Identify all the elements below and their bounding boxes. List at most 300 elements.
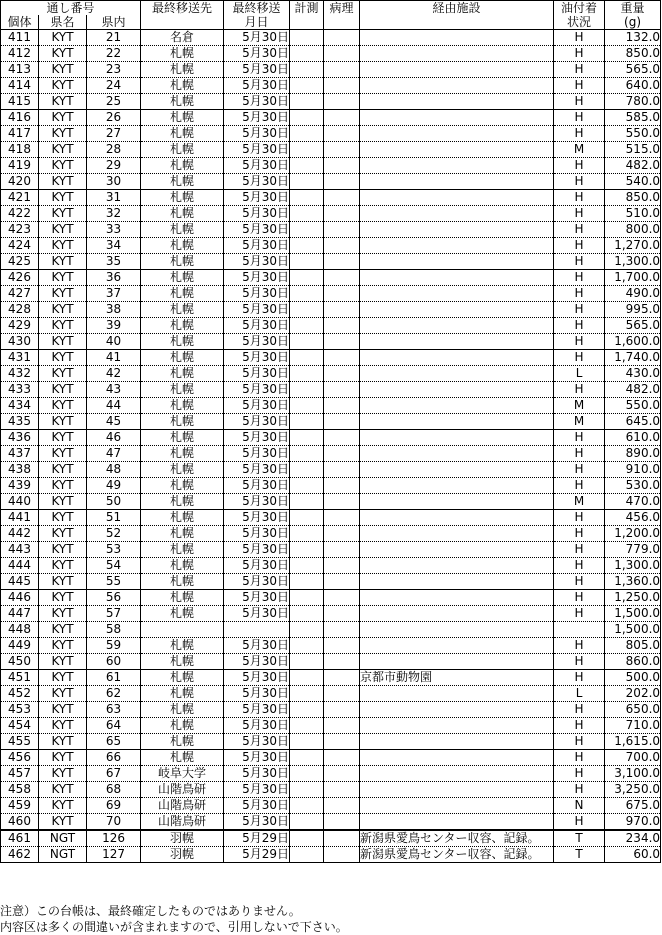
table-row xyxy=(1,126,661,142)
cell-transfer-date: 5月30日 xyxy=(224,254,290,270)
cell-measurement xyxy=(290,766,324,782)
cell-transfer-date: 5月30日 xyxy=(224,686,290,702)
cell-transfer-date: 5月30日 xyxy=(224,270,290,286)
cell-destination: 札幌 xyxy=(141,254,224,270)
cell-destination: 札幌 xyxy=(141,318,224,334)
cell-prefecture: KYT xyxy=(39,606,87,622)
table-row xyxy=(1,302,661,318)
cell-weight: 995.0 xyxy=(605,302,661,318)
cell-weight: 430.0 xyxy=(605,366,661,382)
cell-weight: 675.0 xyxy=(605,798,661,814)
cell-prefecture: KYT xyxy=(39,302,87,318)
cell-weight: 540.0 xyxy=(605,174,661,190)
cell-destination: 羽幌 xyxy=(141,847,224,863)
cell-transfer-date: 5月30日 xyxy=(224,30,290,46)
table-row xyxy=(1,718,661,734)
header-empty-via xyxy=(360,15,554,30)
cell-destination: 札幌 xyxy=(141,526,224,542)
cell-weight: 550.0 xyxy=(605,398,661,414)
cell-measurement xyxy=(290,174,324,190)
cell-individual: 458 xyxy=(1,782,39,798)
cell-individual: 438 xyxy=(1,462,39,478)
table-row xyxy=(1,110,661,126)
cell-prefecture: KYT xyxy=(39,350,87,366)
cell-individual: 446 xyxy=(1,590,39,606)
cell-via-facility xyxy=(360,270,554,286)
cell-destination: 羽幌 xyxy=(141,830,224,847)
cell-destination: 札幌 xyxy=(141,398,224,414)
cell-prefecture: KYT xyxy=(39,334,87,350)
cell-pathology xyxy=(324,158,360,174)
cell-pathology xyxy=(324,542,360,558)
cell-individual: 425 xyxy=(1,254,39,270)
cell-prefecture: KYT xyxy=(39,158,87,174)
cell-pathology xyxy=(324,302,360,318)
cell-via-facility xyxy=(360,414,554,430)
table-row xyxy=(1,847,661,863)
cell-destination: 札幌 xyxy=(141,334,224,350)
table-row xyxy=(1,590,661,606)
cell-in-prefecture: 31 xyxy=(87,190,141,206)
cell-oil-status: H xyxy=(554,782,605,798)
cell-destination: 札幌 xyxy=(141,110,224,126)
table-row xyxy=(1,654,661,670)
cell-weight: 132.0 xyxy=(605,30,661,46)
cell-weight: 910.0 xyxy=(605,462,661,478)
cell-weight: 1,300.0 xyxy=(605,558,661,574)
cell-destination: 札幌 xyxy=(141,414,224,430)
cell-via-facility xyxy=(360,366,554,382)
cell-pathology xyxy=(324,702,360,718)
cell-weight: 640.0 xyxy=(605,78,661,94)
cell-pathology xyxy=(324,206,360,222)
cell-weight: 1,615.0 xyxy=(605,734,661,750)
cell-oil-status: H xyxy=(554,334,605,350)
cell-individual: 413 xyxy=(1,62,39,78)
cell-measurement xyxy=(290,62,324,78)
cell-via-facility xyxy=(360,430,554,446)
cell-measurement xyxy=(290,574,324,590)
cell-in-prefecture: 69 xyxy=(87,798,141,814)
table-row xyxy=(1,158,661,174)
cell-oil-status: H xyxy=(554,190,605,206)
cell-weight: 470.0 xyxy=(605,494,661,510)
cell-in-prefecture: 127 xyxy=(87,847,141,863)
table-row xyxy=(1,78,661,94)
table-row xyxy=(1,494,661,510)
cell-destination: 札幌 xyxy=(141,174,224,190)
table-row xyxy=(1,254,661,270)
cell-individual: 456 xyxy=(1,750,39,766)
cell-in-prefecture: 68 xyxy=(87,782,141,798)
cell-prefecture: KYT xyxy=(39,126,87,142)
cell-transfer-date: 5月30日 xyxy=(224,766,290,782)
cell-oil-status: H xyxy=(554,526,605,542)
cell-weight: 610.0 xyxy=(605,430,661,446)
table-row xyxy=(1,270,661,286)
cell-pathology xyxy=(324,382,360,398)
cell-prefecture: KYT xyxy=(39,398,87,414)
cell-in-prefecture: 37 xyxy=(87,286,141,302)
cell-individual: 414 xyxy=(1,78,39,94)
cell-destination: 札幌 xyxy=(141,446,224,462)
cell-transfer-date: 5月30日 xyxy=(224,654,290,670)
cell-individual: 416 xyxy=(1,110,39,126)
cell-oil-status: H xyxy=(554,94,605,110)
cell-pathology xyxy=(324,270,360,286)
cell-destination: 札幌 xyxy=(141,670,224,686)
cell-weight: 1,500.0 xyxy=(605,606,661,622)
cell-in-prefecture: 43 xyxy=(87,382,141,398)
cell-pathology xyxy=(324,670,360,686)
cell-in-prefecture: 25 xyxy=(87,94,141,110)
table-row xyxy=(1,558,661,574)
cell-in-prefecture: 126 xyxy=(87,830,141,847)
cell-prefecture: KYT xyxy=(39,190,87,206)
cell-oil-status: T xyxy=(554,847,605,863)
cell-weight: 780.0 xyxy=(605,94,661,110)
cell-pathology xyxy=(324,847,360,863)
cell-individual: 445 xyxy=(1,574,39,590)
cell-measurement xyxy=(290,462,324,478)
cell-destination: 札幌 xyxy=(141,238,224,254)
cell-via-facility xyxy=(360,190,554,206)
cell-via-facility xyxy=(360,254,554,270)
cell-via-facility xyxy=(360,558,554,574)
cell-measurement xyxy=(290,222,324,238)
cell-individual: 419 xyxy=(1,158,39,174)
cell-measurement xyxy=(290,478,324,494)
header-empty-dest xyxy=(141,15,224,30)
header-oil-status: 状況 xyxy=(554,15,605,30)
cell-destination: 山階鳥研 xyxy=(141,798,224,814)
cell-transfer-date: 5月30日 xyxy=(224,798,290,814)
cell-individual: 428 xyxy=(1,302,39,318)
cell-transfer-date: 5月30日 xyxy=(224,494,290,510)
cell-transfer-date: 5月30日 xyxy=(224,190,290,206)
cell-destination: 札幌 xyxy=(141,606,224,622)
cell-via-facility xyxy=(360,542,554,558)
cell-oil-status: H xyxy=(554,734,605,750)
cell-oil-status: H xyxy=(554,430,605,446)
cell-transfer-date: 5月30日 xyxy=(224,814,290,831)
cell-measurement xyxy=(290,414,324,430)
cell-in-prefecture: 36 xyxy=(87,270,141,286)
cell-transfer-date: 5月30日 xyxy=(224,446,290,462)
cell-in-prefecture: 28 xyxy=(87,142,141,158)
cell-measurement xyxy=(290,398,324,414)
cell-transfer-date: 5月30日 xyxy=(224,414,290,430)
cell-via-facility xyxy=(360,238,554,254)
cell-prefecture: KYT xyxy=(39,30,87,46)
cell-measurement xyxy=(290,798,324,814)
cell-oil-status: H xyxy=(554,78,605,94)
cell-via-facility xyxy=(360,318,554,334)
table-row xyxy=(1,414,661,430)
cell-weight: 234.0 xyxy=(605,830,661,847)
cell-in-prefecture: 49 xyxy=(87,478,141,494)
cell-weight: 1,200.0 xyxy=(605,526,661,542)
cell-weight: 510.0 xyxy=(605,206,661,222)
cell-prefecture: KYT xyxy=(39,590,87,606)
cell-via-facility xyxy=(360,398,554,414)
cell-transfer-date: 5月30日 xyxy=(224,398,290,414)
cell-weight: 700.0 xyxy=(605,750,661,766)
cell-individual: 442 xyxy=(1,526,39,542)
cell-via-facility xyxy=(360,206,554,222)
cell-individual: 415 xyxy=(1,94,39,110)
cell-in-prefecture: 24 xyxy=(87,78,141,94)
cell-pathology xyxy=(324,142,360,158)
cell-prefecture: KYT xyxy=(39,78,87,94)
cell-measurement xyxy=(290,622,324,638)
cell-via-facility xyxy=(360,686,554,702)
cell-in-prefecture: 40 xyxy=(87,334,141,350)
cell-pathology xyxy=(324,366,360,382)
table-row xyxy=(1,462,661,478)
cell-prefecture: KYT xyxy=(39,174,87,190)
cell-via-facility xyxy=(360,446,554,462)
cell-prefecture: KYT xyxy=(39,270,87,286)
cell-measurement xyxy=(290,302,324,318)
table-row xyxy=(1,478,661,494)
cell-prefecture: KYT xyxy=(39,542,87,558)
cell-prefecture: KYT xyxy=(39,94,87,110)
cell-transfer-date: 5月30日 xyxy=(224,286,290,302)
cell-measurement xyxy=(290,158,324,174)
cell-measurement xyxy=(290,526,324,542)
table-row xyxy=(1,782,661,798)
header-weight: 重量 xyxy=(605,1,661,16)
cell-oil-status: H xyxy=(554,46,605,62)
cell-oil-status: H xyxy=(554,574,605,590)
cell-transfer-date: 5月30日 xyxy=(224,142,290,158)
cell-prefecture: KYT xyxy=(39,318,87,334)
cell-prefecture: KYT xyxy=(39,814,87,831)
table-row xyxy=(1,670,661,686)
cell-transfer-date: 5月30日 xyxy=(224,382,290,398)
cell-weight: 565.0 xyxy=(605,62,661,78)
cell-prefecture: KYT xyxy=(39,718,87,734)
cell-weight: 1,250.0 xyxy=(605,590,661,606)
cell-destination: 札幌 xyxy=(141,158,224,174)
cell-via-facility xyxy=(360,78,554,94)
cell-prefecture: KYT xyxy=(39,766,87,782)
cell-prefecture: KYT xyxy=(39,526,87,542)
cell-in-prefecture: 55 xyxy=(87,574,141,590)
cell-oil-status: H xyxy=(554,270,605,286)
cell-prefecture: KYT xyxy=(39,142,87,158)
cell-in-prefecture: 56 xyxy=(87,590,141,606)
cell-oil-status: L xyxy=(554,366,605,382)
cell-transfer-date: 5月30日 xyxy=(224,590,290,606)
cell-measurement xyxy=(290,350,324,366)
cell-prefecture: NGT xyxy=(39,847,87,863)
cell-via-facility xyxy=(360,510,554,526)
cell-measurement xyxy=(290,750,324,766)
header-pathology: 病理 xyxy=(324,1,360,16)
cell-destination: 札幌 xyxy=(141,686,224,702)
cell-oil-status: H xyxy=(554,638,605,654)
cell-individual: 435 xyxy=(1,414,39,430)
cell-via-facility xyxy=(360,782,554,798)
cell-measurement xyxy=(290,142,324,158)
cell-destination: 札幌 xyxy=(141,126,224,142)
cell-in-prefecture: 62 xyxy=(87,686,141,702)
cell-in-prefecture: 35 xyxy=(87,254,141,270)
cell-destination: 札幌 xyxy=(141,542,224,558)
cell-oil-status: H xyxy=(554,62,605,78)
cell-weight: 1,360.0 xyxy=(605,574,661,590)
cell-weight: 970.0 xyxy=(605,814,661,831)
table-row xyxy=(1,366,661,382)
cell-individual: 412 xyxy=(1,46,39,62)
table-row xyxy=(1,798,661,814)
cell-oil-status xyxy=(554,622,605,638)
cell-oil-status: H xyxy=(554,126,605,142)
cell-oil-status: H xyxy=(554,478,605,494)
cell-individual: 439 xyxy=(1,478,39,494)
cell-destination: 札幌 xyxy=(141,654,224,670)
cell-prefecture: KYT xyxy=(39,638,87,654)
cell-via-facility xyxy=(360,30,554,46)
cell-via-facility xyxy=(360,286,554,302)
cell-individual: 455 xyxy=(1,734,39,750)
cell-in-prefecture: 64 xyxy=(87,718,141,734)
cell-oil-status: H xyxy=(554,254,605,270)
cell-oil-status: T xyxy=(554,830,605,847)
cell-in-prefecture: 41 xyxy=(87,350,141,366)
cell-via-facility xyxy=(360,142,554,158)
cell-oil-status: H xyxy=(554,174,605,190)
cell-oil-status: H xyxy=(554,590,605,606)
cell-oil-status: H xyxy=(554,670,605,686)
cell-individual: 424 xyxy=(1,238,39,254)
cell-individual: 452 xyxy=(1,686,39,702)
cell-transfer-date: 5月30日 xyxy=(224,510,290,526)
cell-in-prefecture: 26 xyxy=(87,110,141,126)
table-row xyxy=(1,318,661,334)
cell-oil-status: H xyxy=(554,350,605,366)
cell-transfer-date: 5月30日 xyxy=(224,670,290,686)
disclaimer-line-1: 注意）この台帳は、最終確定したものではありません。 xyxy=(0,904,301,918)
cell-oil-status: H xyxy=(554,558,605,574)
table-row xyxy=(1,62,661,78)
cell-oil-status: H xyxy=(554,814,605,831)
cell-oil-status: H xyxy=(554,158,605,174)
cell-pathology xyxy=(324,62,360,78)
cell-weight: 710.0 xyxy=(605,718,661,734)
cell-prefecture: KYT xyxy=(39,494,87,510)
cell-oil-status: H xyxy=(554,750,605,766)
cell-individual: 431 xyxy=(1,350,39,366)
cell-transfer-date: 5月30日 xyxy=(224,334,290,350)
cell-oil-status: M xyxy=(554,398,605,414)
cell-in-prefecture: 22 xyxy=(87,46,141,62)
table-row xyxy=(1,222,661,238)
cell-destination: 山階鳥研 xyxy=(141,814,224,831)
cell-measurement xyxy=(290,606,324,622)
cell-via-facility xyxy=(360,94,554,110)
header-weight-unit: (g) xyxy=(605,15,661,30)
cell-oil-status: H xyxy=(554,318,605,334)
cell-pathology xyxy=(324,494,360,510)
cell-measurement xyxy=(290,430,324,446)
cell-weight: 585.0 xyxy=(605,110,661,126)
cell-via-facility xyxy=(360,526,554,542)
cell-oil-status: H xyxy=(554,382,605,398)
cell-transfer-date: 5月30日 xyxy=(224,718,290,734)
cell-oil-status: L xyxy=(554,686,605,702)
cell-measurement xyxy=(290,814,324,831)
cell-transfer-date xyxy=(224,622,290,638)
cell-destination: 名倉 xyxy=(141,30,224,46)
cell-weight: 3,250.0 xyxy=(605,782,661,798)
cell-pathology xyxy=(324,558,360,574)
cell-pathology xyxy=(324,174,360,190)
header-specimen-number: 通し番号 xyxy=(1,1,141,16)
cell-oil-status: N xyxy=(554,798,605,814)
cell-via-facility xyxy=(360,462,554,478)
cell-via-facility xyxy=(360,766,554,782)
cell-in-prefecture: 46 xyxy=(87,430,141,446)
cell-measurement xyxy=(290,318,324,334)
cell-destination: 札幌 xyxy=(141,382,224,398)
cell-destination: 札幌 xyxy=(141,94,224,110)
cell-weight: 850.0 xyxy=(605,46,661,62)
table-row xyxy=(1,702,661,718)
table-row xyxy=(1,638,661,654)
cell-weight: 1,700.0 xyxy=(605,270,661,286)
cell-via-facility xyxy=(360,478,554,494)
cell-individual: 451 xyxy=(1,670,39,686)
cell-individual: 441 xyxy=(1,510,39,526)
cell-via-facility xyxy=(360,62,554,78)
cell-measurement xyxy=(290,46,324,62)
cell-transfer-date: 5月30日 xyxy=(224,158,290,174)
cell-via-facility xyxy=(360,110,554,126)
cell-in-prefecture: 51 xyxy=(87,510,141,526)
cell-pathology xyxy=(324,654,360,670)
cell-weight: 490.0 xyxy=(605,286,661,302)
cell-transfer-date: 5月30日 xyxy=(224,366,290,382)
cell-transfer-date: 5月30日 xyxy=(224,78,290,94)
cell-transfer-date: 5月30日 xyxy=(224,350,290,366)
cell-via-facility xyxy=(360,382,554,398)
cell-destination: 札幌 xyxy=(141,478,224,494)
header-empty-pathology xyxy=(324,15,360,30)
table-row xyxy=(1,542,661,558)
cell-pathology xyxy=(324,766,360,782)
cell-prefecture: KYT xyxy=(39,750,87,766)
cell-in-prefecture: 54 xyxy=(87,558,141,574)
cell-destination: 札幌 xyxy=(141,46,224,62)
cell-individual: 449 xyxy=(1,638,39,654)
cell-individual: 440 xyxy=(1,494,39,510)
cell-destination xyxy=(141,622,224,638)
cell-transfer-date: 5月30日 xyxy=(224,206,290,222)
cell-via-facility xyxy=(360,814,554,831)
cell-measurement xyxy=(290,126,324,142)
cell-via-facility xyxy=(360,734,554,750)
cell-measurement xyxy=(290,446,324,462)
cell-individual: 447 xyxy=(1,606,39,622)
cell-in-prefecture: 32 xyxy=(87,206,141,222)
cell-measurement xyxy=(290,334,324,350)
cell-measurement xyxy=(290,590,324,606)
cell-transfer-date: 5月30日 xyxy=(224,526,290,542)
cell-weight: 456.0 xyxy=(605,510,661,526)
